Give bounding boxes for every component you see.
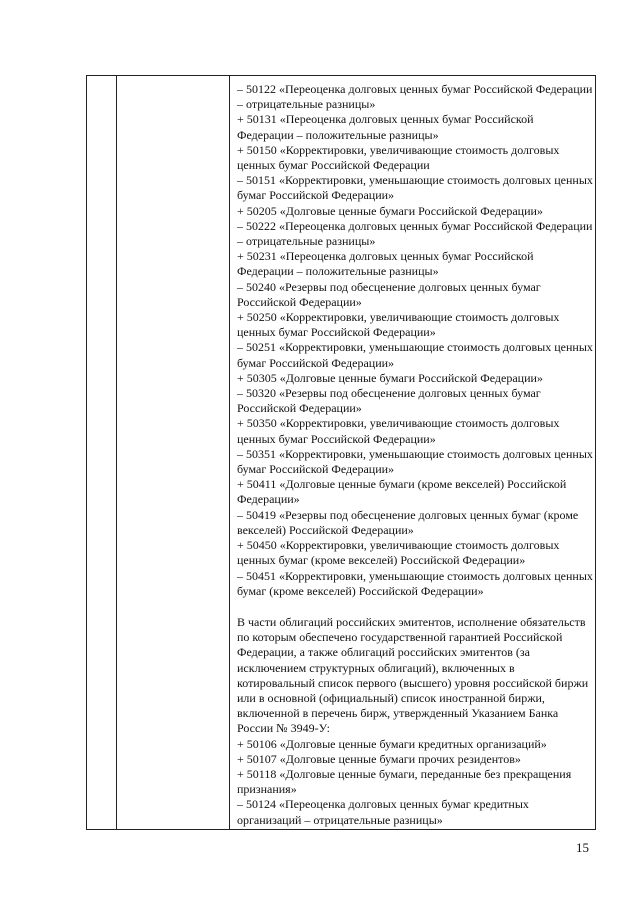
account-entry: + 50205 «Долговые ценные бумаги Российской Федерации»	[237, 203, 543, 218]
account-entry: – 50124 «Переоценка долговых ценных бумаг кредитных организаций – отрицательные разницы»	[237, 797, 529, 827]
account-entry: – 50351 «Корректировки, уменьшающие стоимость долговых ценных бумаг Российской Федерации»	[237, 446, 593, 477]
column-divider-2	[229, 76, 230, 829]
account-entry: – 50240 «Резервы под обесценение долговых ценных бумаг Российской Федерации»	[237, 279, 541, 309]
paragraph-gap	[237, 599, 593, 615]
account-entry: + 50106 «Долговые ценные бумаги кредитных организаций»	[237, 736, 547, 751]
account-entry: – 50122 «Переоценка долговых ценных бумаг Российской Федерации – отрицательные разницы»	[237, 82, 593, 112]
account-entry: + 50305 «Долговые ценные бумаги Российской Федерации»	[237, 370, 543, 385]
accounts-cell	[237, 82, 593, 828]
page-number: 15	[576, 840, 589, 855]
section-intro: В части облигаций российских эмитентов, исполнение обязательств по которым обеспечено государственной гарантией Российской Федерации, а также облигаций российских эмитентов (за исключением структурных облигаций), включенных в котировальный список первого (высшего) уровня российской биржи или в основной (официальный) список иностранной биржи, включенной в перечень бирж, утвержденный Указанием Банка России № 3949-У:	[237, 614, 589, 736]
account-entry: + 50350 «Корректировки, увеличивающие стоимость долговых ценных бумаг Российской Федерации»	[237, 416, 560, 446]
account-entry: – 50251 «Корректировки, уменьшающие стоимость долговых ценных бумаг Российской Федерации»	[237, 340, 593, 370]
account-entry: – 50451 «Корректировки, уменьшающие стоимость долговых ценных бумаг (кроме векселей) Российской Федерации»	[237, 568, 593, 598]
column-divider-1	[116, 76, 117, 829]
account-entry: – 50222 «Переоценка долговых ценных бумаг Российской Федерации – отрицательные разницы»	[237, 218, 593, 249]
account-entry: + 50118 «Долговые ценные бумаги, переданные без прекращения признания»	[237, 766, 572, 797]
account-entry: + 50450 «Корректировки, увеличивающие стоимость долговых ценных бумаг (кроме векселей) Российской Федерации»	[237, 538, 560, 568]
accounts-table	[86, 75, 596, 830]
account-entry: + 50411 «Долговые ценные бумаги (кроме векселей) Российской Федерации»	[237, 477, 567, 507]
account-entry: – 50320 «Резервы под обесценение долговых ценных бумаг Российской Федерации»	[237, 386, 541, 416]
account-entry: + 50107 «Долговые ценные бумаги прочих резидентов»	[237, 751, 521, 766]
account-entry: + 50231 «Переоценка долговых ценных бумаг Российской Федерации – положительные разницы»	[237, 249, 534, 279]
account-entry: – 50419 «Резервы под обесценение долговых ценных бумаг (кроме векселей) Российской Федерации»	[237, 507, 579, 537]
account-entry: + 50250 «Корректировки, увеличивающие стоимость долговых ценных бумаг Российской Федерации»	[237, 310, 560, 340]
account-entry: – 50151 «Корректировки, уменьшающие стоимость долговых ценных бумаг Российской Федерации»	[237, 173, 593, 203]
account-entry: + 50150 «Корректировки, увеличивающие стоимость долговых ценных бумаг Российской Федерации	[237, 142, 560, 173]
account-entry: + 50131 «Переоценка долговых ценных бумаг Российской Федерации – положительные разницы»	[237, 112, 534, 142]
